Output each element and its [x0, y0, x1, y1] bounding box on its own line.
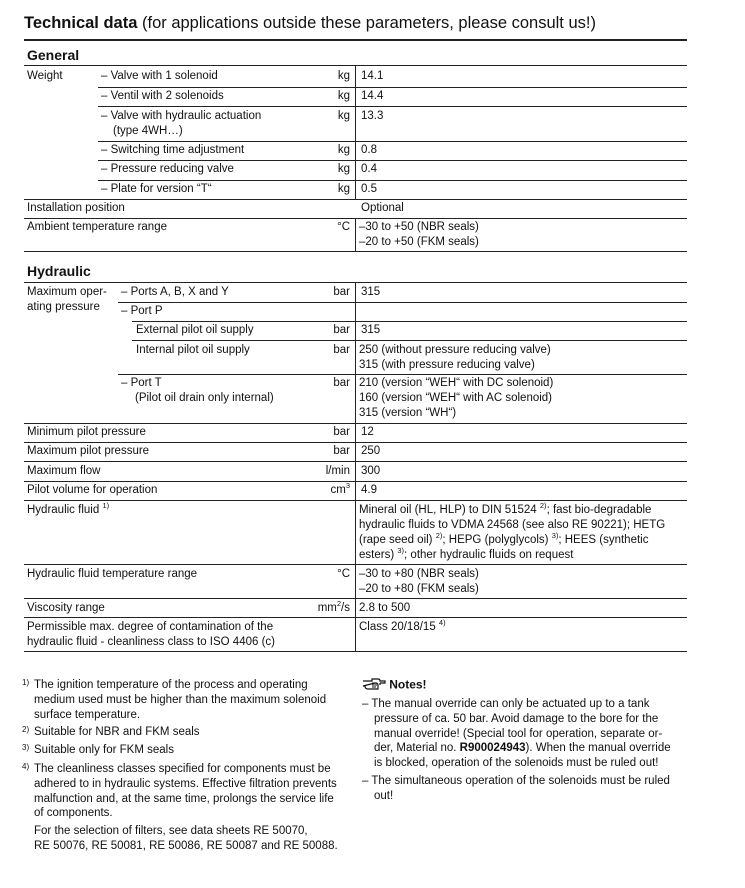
max-op-pressure-label-1: Maximum oper-	[27, 286, 107, 298]
int-pilot-desc: Internal pilot oil supply	[136, 344, 250, 356]
port-t-value-3: 315 (version “WH“)	[359, 407, 457, 419]
max-flow-value: 300	[361, 465, 381, 477]
max-pilot-value: 250	[361, 445, 381, 457]
installation-label: Installation position	[27, 202, 125, 214]
int-pilot-unit: bar	[333, 344, 350, 356]
ambient-temp-nbr: –30 to +50 (NBR seals)	[359, 221, 479, 233]
weight-label: Weight	[27, 70, 63, 82]
note-2: – The simultaneous operation of the solenoids must be ruled out!	[362, 775, 670, 802]
page-title: Technical data (for applications outside these parameters, please consult us!)	[24, 14, 596, 32]
weight-row-3-desc2: (type 4WH…)	[113, 125, 183, 137]
contamination-label-2: hydraulic fluid - cleanliness class to ISO 4406 (c)	[27, 636, 275, 648]
pilot-volume-label: Pilot volume for operation	[27, 484, 158, 496]
pilot-volume-unit: $cm^3$	[330, 481, 350, 496]
section-hydraulic-heading: Hydraulic	[27, 263, 91, 279]
contamination-label-1: Permissible max. degree of contamination of the	[27, 621, 274, 633]
footnote-2: 2) Suitable for NBR and FKM seals	[22, 725, 200, 738]
pilot-volume-value: 4.9	[361, 484, 377, 496]
notes-heading: Notes!	[362, 677, 427, 694]
fluid-temp-fkm: –20 to +80 (FKM seals)	[359, 583, 479, 595]
weight-row-2-value: 14.4	[361, 90, 384, 102]
min-pilot-unit: bar	[333, 426, 350, 438]
hydraulic-fluid-line-2: hydraulic fluids to VDMA 24568 (see also RE 90221); HETG	[359, 519, 666, 531]
weight-row-6-desc: – Plate for version “T“	[101, 183, 212, 195]
installation-value: Optional	[361, 202, 404, 214]
hydraulic-fluid-label: Hydraulic fluid $^{1)}$	[27, 501, 110, 516]
port-t-desc2: (Pilot oil drain only internal)	[135, 392, 274, 404]
viscosity-value: 2.8 to 500	[359, 602, 411, 614]
weight-row-3-value: 13.3	[361, 110, 384, 122]
ports-abxy-desc: – Ports A, B, X and Y	[121, 286, 229, 298]
note-1: – The manual override can only be actuated up to a tank pressure of ca. 50 bar. Avoid damage to the bore for the manual override! (Special tool for operation, separate or- der, Material no. R900024943). When the manual override is blocked, operation of the solenoids must be ruled out!	[362, 698, 671, 770]
weight-row-5-unit: kg	[337, 163, 350, 175]
ext-pilot-value: 315	[361, 324, 381, 336]
viscosity-unit: $mm^2/s$	[317, 599, 350, 614]
section-general-heading: General	[27, 47, 80, 63]
weight-row-1-desc: – Valve with 1 solenoid	[101, 70, 218, 82]
max-op-pressure-label-2: ating pressure	[27, 301, 100, 313]
weight-row-2-unit: kg	[337, 90, 350, 102]
weight-row-3-unit: kg	[337, 110, 350, 122]
ports-abxy-unit: bar	[333, 286, 350, 298]
hydraulic-fluid-line-3: (rape seed oil) $^{2)}$; HEPG (polyglycols) $^{3)}$; HEES (synthetic	[359, 531, 649, 546]
port-t-desc: – Port T	[121, 377, 162, 389]
weight-row-5-value: 0.4	[361, 163, 377, 175]
fluid-temp-nbr: –30 to +80 (NBR seals)	[359, 568, 479, 580]
weight-row-1-value: 14.1	[361, 70, 384, 82]
hydraulic-fluid-line-1: Mineral oil (HL, HLP) to DIN 51524 $^{2)}$; fast bio-degradable	[359, 501, 652, 516]
hydraulic-fluid-line-4: esters) $^{3)}$; other hydraulic fluids on request	[359, 546, 574, 561]
port-t-value-2: 160 (version “WEH“ with AC solenoid)	[359, 392, 553, 404]
max-flow-label: Maximum flow	[27, 465, 101, 477]
min-pilot-label: Minimum pilot pressure	[27, 426, 146, 438]
weight-row-4-unit: kg	[337, 144, 350, 156]
ext-pilot-desc: External pilot oil supply	[136, 324, 254, 336]
int-pilot-value-2: 315 (with pressure reducing valve)	[359, 359, 535, 371]
port-t-unit: bar	[333, 377, 350, 389]
max-flow-unit: l/min	[325, 465, 350, 477]
footnote-1: 1) The ignition temperature of the process and operating medium used must be higher than the maximum solenoid surface temperature.	[22, 678, 327, 721]
weight-row-6-unit: kg	[337, 183, 350, 195]
ambient-temp-fkm: –20 to +50 (FKM seals)	[359, 236, 479, 248]
fluid-temp-label: Hydraulic fluid temperature range	[27, 568, 198, 580]
weight-row-6-value: 0.5	[361, 183, 377, 195]
weight-row-4-value: 0.8	[361, 144, 377, 156]
footnote-4: 4) The cleanliness classes specified for components must be adhered to in hydraulic systems. Effective filtration prevents malfunction and, at the same time, prolongs the service life of components. For the selection of filters, see data sheets RE 50070, RE 50076, RE 50081, RE 50086, RE 50087 and RE 50088.	[22, 762, 338, 852]
port-p-label: – Port P	[121, 305, 163, 317]
ambient-temp-unit: °C	[337, 221, 350, 233]
max-pilot-unit: bar	[333, 445, 350, 457]
weight-row-3-desc: – Valve with hydraulic actuation	[101, 110, 262, 122]
weight-row-1-unit: kg	[337, 70, 350, 82]
fluid-temp-unit: °C	[337, 568, 350, 580]
title-rule	[24, 39, 687, 41]
ext-pilot-unit: bar	[333, 324, 350, 336]
max-pilot-label: Maximum pilot pressure	[27, 445, 150, 457]
viscosity-label: Viscosity range	[27, 602, 105, 614]
ports-abxy-value: 315	[361, 286, 381, 298]
footnote-3: 3) Suitable only for FKM seals	[22, 743, 174, 756]
ambient-temp-label: Ambient temperature range	[27, 221, 167, 233]
weight-row-2-desc: – Ventil with 2 solenoids	[101, 90, 224, 102]
port-t-value-1: 210 (version “WEH“ with DC solenoid)	[359, 377, 554, 389]
weight-row-5-desc: – Pressure reducing valve	[101, 163, 234, 175]
min-pilot-value: 12	[361, 426, 374, 438]
contamination-value: Class 20/18/15 $^{4)}$	[359, 618, 446, 633]
hand-pointer-icon	[362, 677, 386, 694]
weight-row-4-desc: – Switching time adjustment	[101, 144, 245, 156]
int-pilot-value-1: 250 (without pressure reducing valve)	[359, 344, 551, 356]
